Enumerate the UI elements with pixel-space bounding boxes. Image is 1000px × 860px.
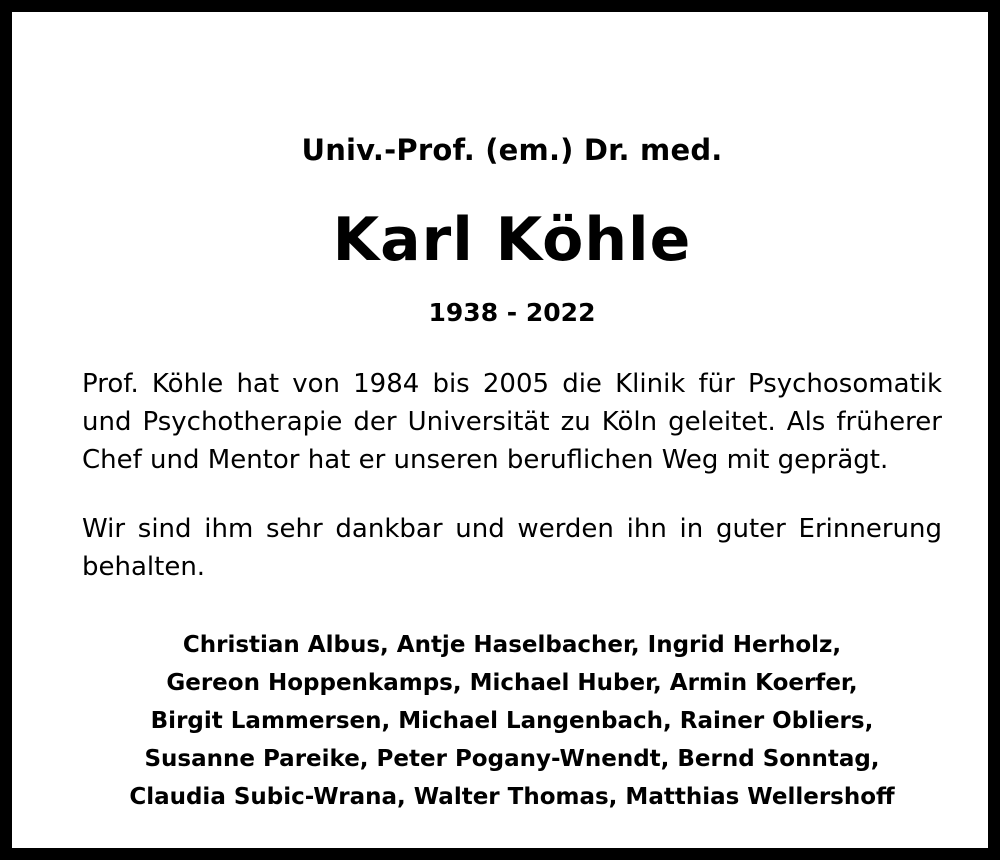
signers-line: Gereon Hoppenkamps, Michael Huber, Armin Koerfer, [166, 670, 858, 696]
gratitude-paragraph [82, 510, 942, 586]
gratitude-line: behalten. [82, 552, 206, 582]
tribute-line: Prof. Köhle hat von 1984 bis 2005 die Klinik für Psychosomatik [82, 369, 942, 399]
signers-line: Birgit Lammersen, Michael Langenbach, Rainer Obliers, [150, 708, 874, 734]
life-years: 1938 - 2022 [428, 298, 596, 327]
tribute-line: und Psychotherapie der Universität zu Köln geleitet. Als früherer [82, 407, 942, 437]
signers-list [12, 626, 1000, 816]
signers-line: Claudia Subic-Wrana, Walter Thomas, Matthias Wellershoff [129, 784, 895, 810]
signers-line: Christian Albus, Antje Haselbacher, Ingrid Herholz, [182, 632, 842, 658]
tribute-line: Chef und Mentor hat er unseren beruflichen Weg mit geprägt. [82, 445, 889, 475]
deceased-name: Karl Köhle [332, 205, 692, 275]
signers-line: Susanne Pareike, Peter Pogany-Wnendt, Bernd Sonntag, [144, 746, 880, 772]
tribute-paragraph [82, 365, 942, 479]
academic-title: Univ.-Prof. (em.) Dr. med. [301, 133, 723, 167]
gratitude-line: Wir sind ihm sehr dankbar und werden ihn in guter Erinnerung [82, 514, 942, 544]
